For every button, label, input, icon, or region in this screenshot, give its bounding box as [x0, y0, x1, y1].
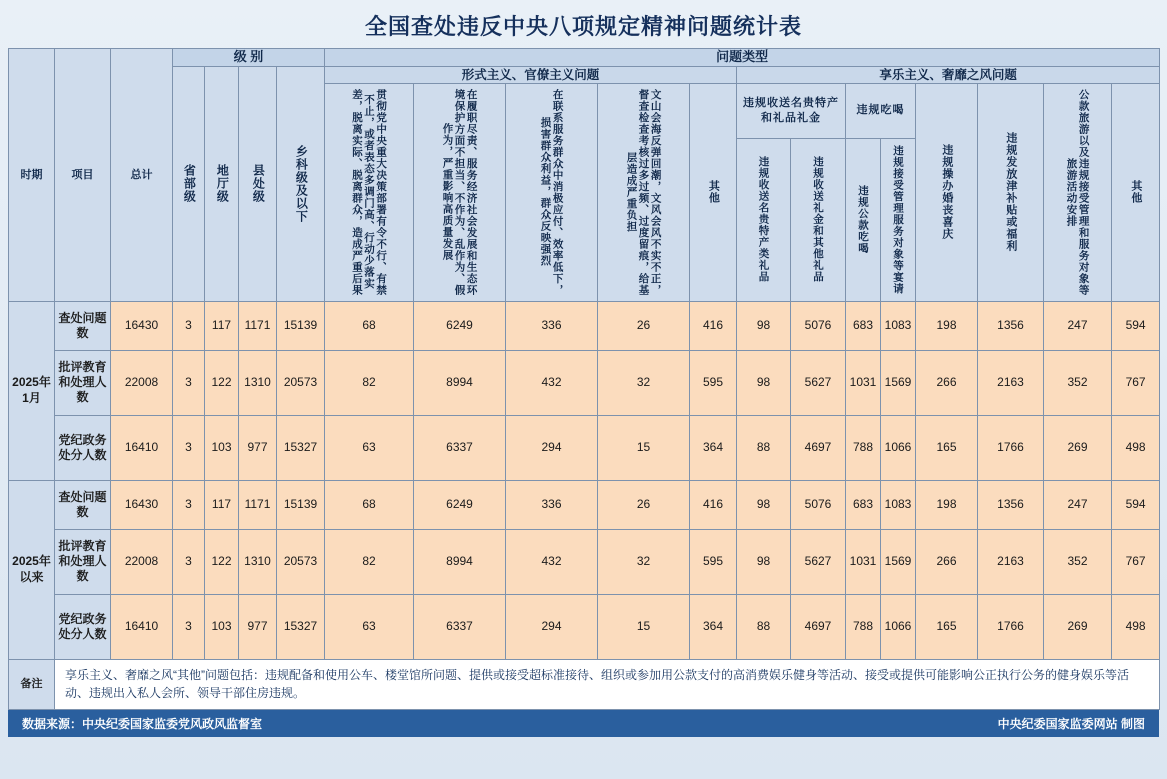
cell-formalism-1: 6337 — [414, 415, 506, 480]
cell-hedonism-6: 352 — [1044, 350, 1112, 415]
cell-total: 16430 — [111, 480, 173, 529]
cell-hedonism-1: 5076 — [791, 301, 846, 350]
cell-formalism-2: 294 — [506, 415, 598, 480]
table-row — [9, 594, 1160, 659]
cell-hedonism-6: 269 — [1044, 415, 1112, 480]
header-formalism-col-4: 文山会海反弹回潮，文风会风不实不正，督查检查考核过多过频、过度留痕，给基层造成严重负担 — [598, 83, 690, 301]
cell-formalism-0: 63 — [325, 594, 414, 659]
row-label: 党纪政务处分人数 — [55, 594, 111, 659]
cell-formalism-0: 68 — [325, 480, 414, 529]
header-hedonism-travel: 公款旅游以及违规接受管理和服务对象等旅游活动安排 — [1044, 83, 1112, 301]
table-row — [9, 350, 1160, 415]
header-hedonism-dining-group: 违规吃喝 — [846, 83, 916, 138]
header-hedonism-public-dining: 违规公款吃喝 — [846, 138, 881, 301]
cell-formalism-2: 336 — [506, 480, 598, 529]
cell-hedonism-7: 594 — [1112, 301, 1160, 350]
cell-hedonism-5: 2163 — [978, 529, 1044, 594]
cell-formalism-2: 432 — [506, 529, 598, 594]
row-label: 查处问题数 — [55, 480, 111, 529]
cell-hedonism-4: 266 — [916, 350, 978, 415]
cell-hedonism-5: 1766 — [978, 415, 1044, 480]
statistics-table — [8, 48, 1160, 710]
table-row — [9, 301, 1160, 350]
cell-level-1: 117 — [205, 480, 239, 529]
cell-level-2: 1171 — [239, 480, 277, 529]
cell-level-2: 977 — [239, 415, 277, 480]
header-hedonism-gift-money: 违规收送礼金和其他礼品 — [791, 138, 846, 301]
cell-level-3: 15327 — [277, 415, 325, 480]
cell-formalism-4: 416 — [690, 480, 737, 529]
cell-hedonism-5: 1766 — [978, 594, 1044, 659]
cell-formalism-3: 32 — [598, 529, 690, 594]
cell-level-3: 15139 — [277, 480, 325, 529]
cell-hedonism-2: 1031 — [846, 529, 881, 594]
cell-hedonism-6: 352 — [1044, 529, 1112, 594]
cell-hedonism-0: 98 — [737, 301, 791, 350]
cell-hedonism-3: 1569 — [881, 529, 916, 594]
cell-hedonism-5: 2163 — [978, 350, 1044, 415]
row-label: 查处问题数 — [55, 301, 111, 350]
header-group-formalism: 形式主义、官僚主义问题 — [325, 66, 737, 83]
cell-hedonism-7: 498 — [1112, 594, 1160, 659]
header-formalism-col-other: 其他 — [690, 83, 737, 301]
cell-hedonism-2: 683 — [846, 480, 881, 529]
cell-level-1: 117 — [205, 301, 239, 350]
cell-level-2: 977 — [239, 594, 277, 659]
cell-formalism-0: 63 — [325, 415, 414, 480]
header-formalism-col-2: 在履职尽责、服务经济社会发展和生态环境保护方面不担当、不作为、乱作为、假作为，严重影响高质量发展 — [414, 83, 506, 301]
cell-level-0: 3 — [173, 415, 205, 480]
cell-hedonism-0: 98 — [737, 480, 791, 529]
cell-hedonism-6: 247 — [1044, 301, 1112, 350]
cell-formalism-3: 32 — [598, 350, 690, 415]
cell-formalism-3: 15 — [598, 415, 690, 480]
header-problem-type: 问题类型 — [325, 49, 1160, 67]
header-hedonism-gift-group: 违规收送名贵特产和礼品礼金 — [737, 83, 846, 138]
cell-hedonism-5: 1356 — [978, 480, 1044, 529]
cell-hedonism-6: 269 — [1044, 594, 1112, 659]
footer-source: 数据来源：中央纪委国家监委党风政风监督室 — [22, 716, 263, 731]
header-formalism-col-3: 在联系服务群众中消极应付、效率低下，损害群众利益，群众反映强烈 — [506, 83, 598, 301]
cell-level-3: 15139 — [277, 301, 325, 350]
cell-level-0: 3 — [173, 480, 205, 529]
cell-hedonism-0: 98 — [737, 350, 791, 415]
header-hedonism-allowance: 违规发放津补贴或福利 — [978, 83, 1044, 301]
row-period-1: 2025年1月 — [9, 301, 55, 480]
cell-formalism-1: 6249 — [414, 301, 506, 350]
cell-formalism-1: 8994 — [414, 529, 506, 594]
cell-hedonism-4: 165 — [916, 594, 978, 659]
header-level-bureau: 地厅级 — [205, 66, 239, 301]
cell-formalism-4: 595 — [690, 529, 737, 594]
row-label: 党纪政务处分人数 — [55, 415, 111, 480]
table-row — [9, 415, 1160, 480]
cell-level-1: 122 — [205, 350, 239, 415]
cell-hedonism-3: 1569 — [881, 350, 916, 415]
note-row — [9, 659, 1160, 709]
note-label: 备注 — [9, 659, 55, 709]
header-formalism-col-1: 贯彻党中央重大决策部署有令不行、有禁不止，或者表态多调门高、行动少落实差，脱离实际、脱离群众，造成严重后果 — [325, 83, 414, 301]
cell-formalism-2: 336 — [506, 301, 598, 350]
cell-formalism-0: 68 — [325, 301, 414, 350]
cell-hedonism-1: 5627 — [791, 529, 846, 594]
row-label: 批评教育和处理人数 — [55, 529, 111, 594]
cell-hedonism-2: 683 — [846, 301, 881, 350]
cell-hedonism-1: 4697 — [791, 594, 846, 659]
cell-level-1: 122 — [205, 529, 239, 594]
cell-hedonism-6: 247 — [1044, 480, 1112, 529]
cell-formalism-3: 26 — [598, 480, 690, 529]
cell-level-2: 1310 — [239, 350, 277, 415]
cell-hedonism-7: 767 — [1112, 529, 1160, 594]
cell-hedonism-2: 788 — [846, 415, 881, 480]
cell-level-3: 20573 — [277, 529, 325, 594]
cell-hedonism-7: 498 — [1112, 415, 1160, 480]
page-title: 全国查处违反中央八项规定精神问题统计表 — [364, 14, 802, 39]
cell-level-0: 3 — [173, 529, 205, 594]
cell-level-3: 20573 — [277, 350, 325, 415]
table-row — [9, 480, 1160, 529]
cell-hedonism-0: 88 — [737, 594, 791, 659]
cell-hedonism-1: 5627 — [791, 350, 846, 415]
header-period: 时期 — [9, 49, 55, 302]
cell-level-3: 15327 — [277, 594, 325, 659]
header-level-group: 级 别 — [173, 49, 325, 67]
cell-hedonism-3: 1066 — [881, 415, 916, 480]
cell-formalism-0: 82 — [325, 350, 414, 415]
cell-formalism-2: 432 — [506, 350, 598, 415]
cell-formalism-3: 15 — [598, 594, 690, 659]
footer-credit: 中央纪委国家监委网站 制图 — [997, 716, 1145, 731]
cell-hedonism-4: 266 — [916, 529, 978, 594]
header-hedonism-other: 其他 — [1112, 83, 1160, 301]
cell-formalism-4: 364 — [690, 415, 737, 480]
cell-formalism-4: 595 — [690, 350, 737, 415]
header-level-province: 省部级 — [173, 66, 205, 301]
header-hedonism-gift-specialty: 违规收送名贵特产类礼品 — [737, 138, 791, 301]
cell-level-0: 3 — [173, 350, 205, 415]
footer-bar — [8, 710, 1159, 737]
row-period-2: 2025年以来 — [9, 480, 55, 659]
cell-hedonism-0: 88 — [737, 415, 791, 480]
cell-total: 16410 — [111, 594, 173, 659]
cell-formalism-2: 294 — [506, 594, 598, 659]
cell-hedonism-3: 1083 — [881, 301, 916, 350]
header-level-county: 县处级 — [239, 66, 277, 301]
cell-level-0: 3 — [173, 301, 205, 350]
cell-hedonism-1: 5076 — [791, 480, 846, 529]
cell-hedonism-2: 788 — [846, 594, 881, 659]
cell-total: 22008 — [111, 350, 173, 415]
header-project: 项目 — [55, 49, 111, 302]
cell-formalism-3: 26 — [598, 301, 690, 350]
cell-formalism-4: 364 — [690, 594, 737, 659]
cell-total: 16410 — [111, 415, 173, 480]
table-row — [9, 529, 1160, 594]
cell-hedonism-3: 1066 — [881, 594, 916, 659]
header-hedonism-banquet: 违规接受管理服务对象等宴请 — [881, 138, 916, 301]
header-group-hedonism: 享乐主义、奢靡之风问题 — [737, 66, 1160, 83]
cell-hedonism-7: 594 — [1112, 480, 1160, 529]
cell-formalism-0: 82 — [325, 529, 414, 594]
header-total: 总计 — [111, 49, 173, 302]
cell-hedonism-3: 1083 — [881, 480, 916, 529]
cell-formalism-1: 6337 — [414, 594, 506, 659]
cell-formalism-1: 6249 — [414, 480, 506, 529]
cell-hedonism-4: 165 — [916, 415, 978, 480]
cell-formalism-4: 416 — [690, 301, 737, 350]
note-text: 享乐主义、奢靡之风“其他”问题包括：违规配备和使用公车、楼堂馆所问题、提供或接受超标准接待、组织或参加用公款支付的高消费娱乐健身等活动、接受或提供可能影响公正执行公务的健身娱乐等活动、违规出入私人会所、领导干部住房违规。 — [55, 659, 1160, 709]
cell-total: 22008 — [111, 529, 173, 594]
cell-formalism-1: 8994 — [414, 350, 506, 415]
cell-hedonism-2: 1031 — [846, 350, 881, 415]
cell-total: 16430 — [111, 301, 173, 350]
cell-level-2: 1171 — [239, 301, 277, 350]
cell-level-1: 103 — [205, 415, 239, 480]
header-hedonism-wedding: 违规操办婚丧喜庆 — [916, 83, 978, 301]
cell-hedonism-4: 198 — [916, 480, 978, 529]
cell-hedonism-0: 98 — [737, 529, 791, 594]
cell-level-0: 3 — [173, 594, 205, 659]
header-level-township: 乡科级及以下 — [277, 66, 325, 301]
cell-level-2: 1310 — [239, 529, 277, 594]
cell-hedonism-7: 767 — [1112, 350, 1160, 415]
cell-hedonism-4: 198 — [916, 301, 978, 350]
row-label: 批评教育和处理人数 — [55, 350, 111, 415]
cell-level-1: 103 — [205, 594, 239, 659]
cell-hedonism-5: 1356 — [978, 301, 1044, 350]
cell-hedonism-1: 4697 — [791, 415, 846, 480]
